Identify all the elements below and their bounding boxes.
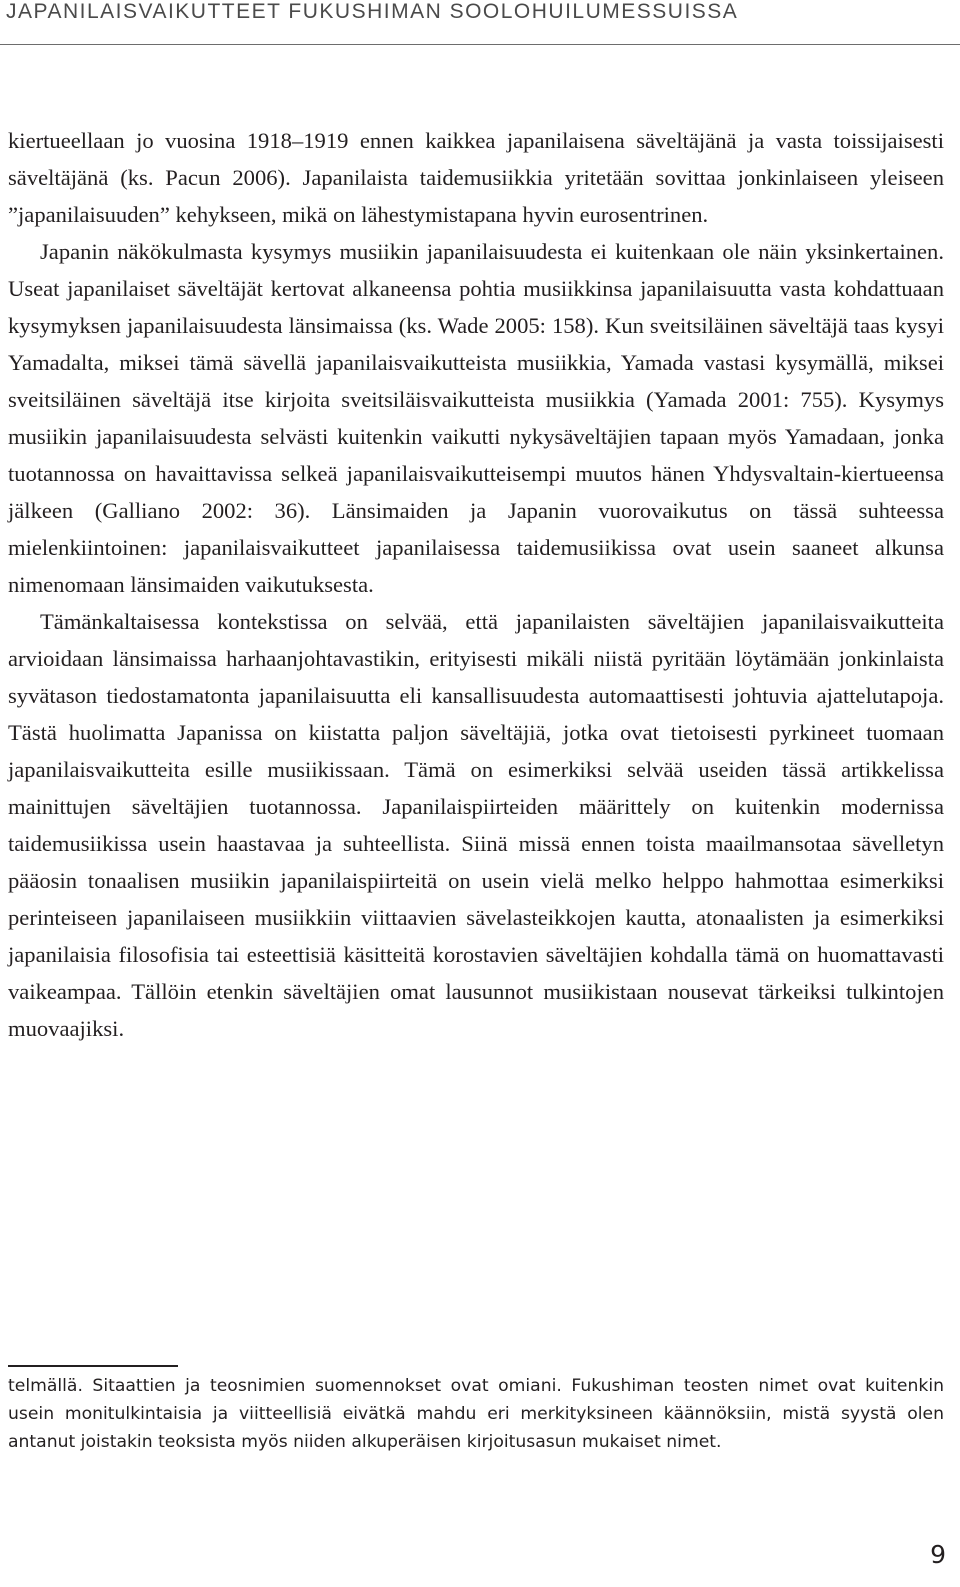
body-text [8, 122, 944, 1047]
header-divider [0, 44, 960, 45]
footnote-divider [8, 1365, 178, 1367]
footnote-text: telmällä. Sitaattien ja teosnimien suomennokset ovat omiani. Fukushiman teosten nimet ovat kuitenkin usein monitulkintaisia ja viitteellisiä eivätkä mahdu eri merkityksineen käännöksiin, mistä syystä olen antanut joistakin teoksista myös niiden alkuperäisen kirjoitusasun mukaiset nimet. [8, 1376, 944, 1452]
paragraph-2: Japanin näkökulmasta kysymys musiikin japanilaisuudesta ei kuitenkaan ole näin yksinkertainen. Useat japanilaiset säveltäjät kertovat alkaneensa pohtia musiikkinsa japanilaisuutta vasta kohdattuaan kysymyksen japanilaisuudesta länsimaissa (ks. Wade 2005: 158). Kun sveitsiläinen säveltäjä taas kysyi Yamadalta, miksei tämä sävellä japanilaisvaikutteista musiikkia, Yamada vastasi kysymällä, miksei sveitsiläinen säveltäjä itse kirjoita sveitsiläisvaikutteista musiikkia (Yamada 2001: 755). Kysymys musiikin japanilaisuudesta selvästi kuitenkin vaikutti nykysäveltäjien tapaan myös Yamadaan, jonka tuotannossa on havaittavissa selkeä japanilaisvaikutteisempi muutos hänen Yhdysvaltain-kiertueensa jälkeen (Galliano 2002: 36). Länsimaiden ja Japanin vuorovaikutus on tässä suhteessa mielenkiintoinen: japanilaisvaikutteet japanilaisessa taidemusiikissa ovat usein saaneet alkunsa nimenomaan länsimaiden vaikutuksesta. [8, 239, 944, 597]
paragraph-1: kiertueellaan jo vuosina 1918–1919 ennen kaikkea japanilaisena säveltäjänä ja vasta toissijaisesti säveltäjänä (ks. Pacun 2006). Japanilaista taidemusiikkia yritetään sovittaa jonkinlaiseen yleiseen ”japanilaisuuden” kehykseen, mikä on lähestymistapana hyvin eurosentrinen. [8, 128, 944, 227]
page-number: 9 [930, 1540, 946, 1569]
running-header: JAPANILAISVAIKUTTEET FUKUSHIMAN SOOLOHUILUMESSUISSA [6, 0, 739, 23]
paragraph-3: Tämänkaltaisessa kontekstissa on selvää, että japanilaisten säveltäjien japanilaisvaikutteita arvioidaan länsimaissa harhaanjohtavastikin, erityisesti mikäli niistä pyritään löytämään jonkinlaista syvätason tiedostamatonta japanilaisuutta eli kansallisuudesta automaattisesti johtuvia ajattelutapoja. Tästä huolimatta Japanissa on kiistatta paljon säveltäjiä, jotka ovat tietoisesti pyrkineet tuomaan japanilaisvaikutteita esille musiikissaan. Tämä on esimerkiksi selvää useiden tässä artikkelissa mainittujen säveltäjien tuotannossa. Japanilaispiirteiden määrittely on kuitenkin modernissa taidemusiikissa usein haastavaa ja suhteellista. Siinä missä ennen toista maailmansotaa sävelletyn pääosin tonaalisen musiikin japanilaispiirteitä on usein vielä melko helppo hahmottaa esimerkiksi perinteiseen japanilaiseen musiikkiin viittaavien sävelasteikkojen kautta, atonaalisten ja esimerkiksi japanilaisia filosofisia tai esteettisiä käsitteitä korostavien säveltäjien kohdalla tämä on huomattavasti vaikeampaa. Tällöin etenkin säveltäjien omat lausunnot musiikistaan nousevat tärkeiksi tulkintojen muovaajiksi. [8, 609, 944, 1041]
